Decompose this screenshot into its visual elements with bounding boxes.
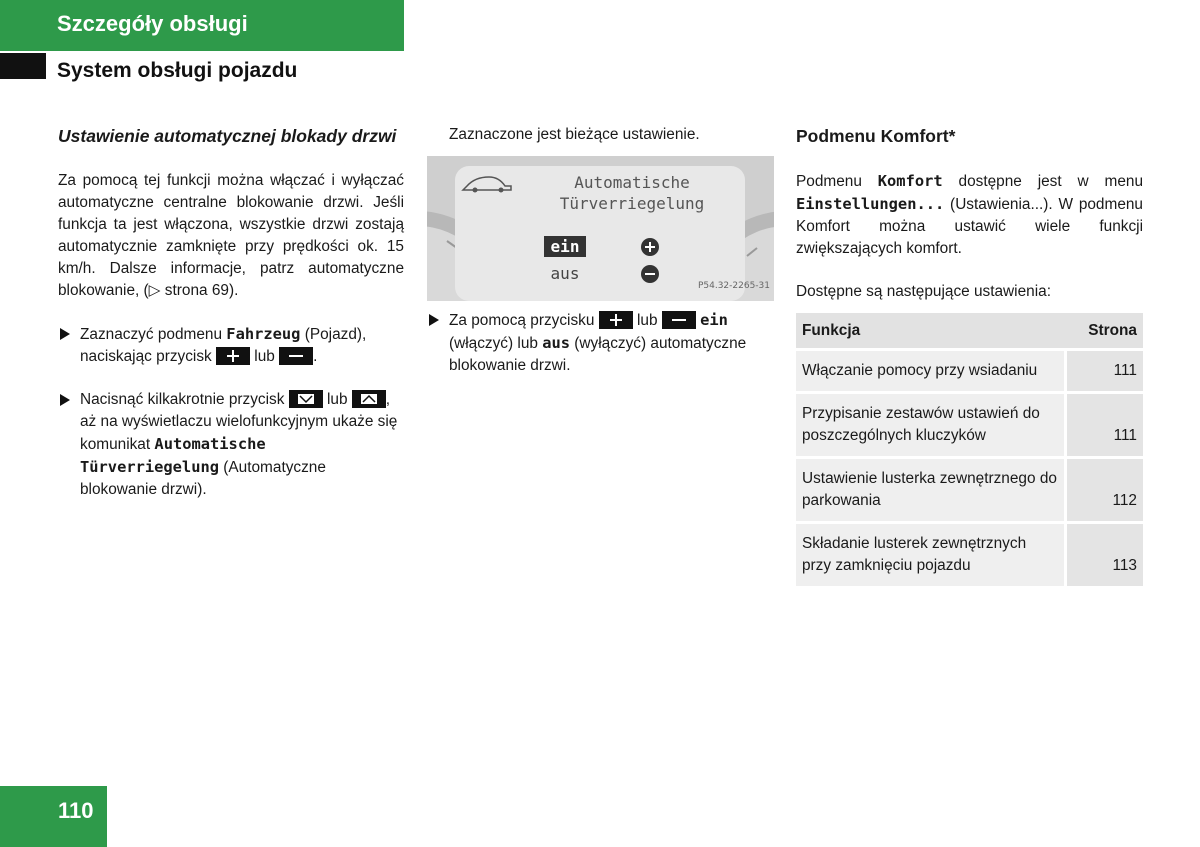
arrow-bullet-icon (429, 314, 439, 326)
table-row (796, 458, 1143, 523)
table-row (796, 523, 1143, 587)
column-right (796, 124, 1143, 586)
instruction-step-2: Nacisnąć kilkakrotnie przycisk lub , aż na wyświetlaczu wielofunkcyjnym ukaże się komunikat Automatische Türverriegelung (Automatyczne blokowanie drzwi). (58, 389, 404, 501)
instruction-step-3: Za pomocą przycisku lub ein (włączyć) lub aus (wyłączyć) automatyczne blokowanie drzwi. (427, 309, 774, 377)
comfort-submenu-title: Podmenu Komfort* (796, 126, 956, 146)
arrow-bullet-icon (60, 394, 70, 406)
row-function: Przypisanie zestawów ustawień do poszczególnych kluczyków (796, 393, 1066, 458)
row-page: 111 (1066, 350, 1144, 393)
multifunction-display-image (427, 156, 774, 301)
settings-table (796, 313, 1143, 586)
figure-reference: P54.32-2265-31 (697, 281, 770, 291)
minus-button-icon (279, 347, 313, 365)
row-page: 113 (1066, 523, 1144, 587)
row-page: 112 (1066, 458, 1144, 523)
chapter-tab (0, 0, 404, 51)
down-button-icon (289, 390, 323, 408)
column-middle (427, 124, 774, 398)
page-number-box (0, 786, 107, 847)
code-door-lock-message: Automatische Türverriegelung (80, 435, 266, 476)
column-left (58, 124, 404, 522)
plus-button-icon (216, 347, 250, 365)
code-einstellungen: Einstellungen... (796, 195, 945, 213)
table-row (796, 350, 1143, 393)
up-button-icon (352, 390, 386, 408)
display-line-1: Automatische (574, 173, 690, 192)
display-line-2: Türverriegelung (559, 194, 705, 213)
comfort-intro: Podmenu Komfort dostępne jest w menu Einstellungen... (Ustawienia...). W podmenu Komfort można ustawić wiele funkcji zwiększających komfort. (796, 172, 1143, 257)
arrow-bullet-icon (60, 328, 70, 340)
display-option-on: ein (550, 237, 580, 256)
code-fahrzeug: Fahrzeug (226, 325, 301, 343)
table-row (796, 393, 1143, 458)
table-header-row (796, 313, 1143, 350)
intro-paragraph: Za pomocą tej funkcji można włączać i wyłączać automatyczne centralne blokowanie drzwi. Jeśli funkcja ta jest włączona, wszystkie drzwi zostają automatycznie zamknięte przy prędkości ok. 15 km/h. Dalsze informacje, patrz automatyczne blokowanie, (▷ strona 69). (58, 172, 404, 299)
header-function: Funkcja (796, 313, 1066, 350)
row-function: Włączanie pomocy przy wsiadaniu (796, 350, 1066, 393)
display-caption: Zaznaczone jest bieżące ustawienie. (449, 126, 700, 143)
display-option-off: aus (550, 264, 580, 283)
minus-button-icon (662, 311, 696, 329)
code-komfort: Komfort (877, 172, 943, 190)
plus-button-icon (599, 311, 633, 329)
code-ein: ein (700, 311, 728, 329)
page-number: 110 (58, 798, 94, 823)
section-marker (0, 53, 46, 79)
chapter-title: Szczegóły obsługi (57, 11, 248, 36)
subheading-door-lock: Ustawienie automatycznej blokady drzwi (58, 126, 397, 146)
row-function: Ustawienie lusterka zewnętrznego do parkowania (796, 458, 1066, 523)
code-aus: aus (542, 334, 571, 352)
header-page: Strona (1066, 313, 1144, 350)
available-settings-label: Dostępne są następujące ustawienia: (796, 283, 1051, 300)
row-function: Składanie lusterek zewnętrznych przy zamknięciu pojazdu (796, 523, 1066, 587)
instruction-step-1: Zaznaczyć podmenu Fahrzeug (Pojazd), naciskając przycisk lub . (58, 323, 404, 368)
row-page: 111 (1066, 393, 1144, 458)
section-title: System obsługi pojazdu (57, 59, 298, 82)
